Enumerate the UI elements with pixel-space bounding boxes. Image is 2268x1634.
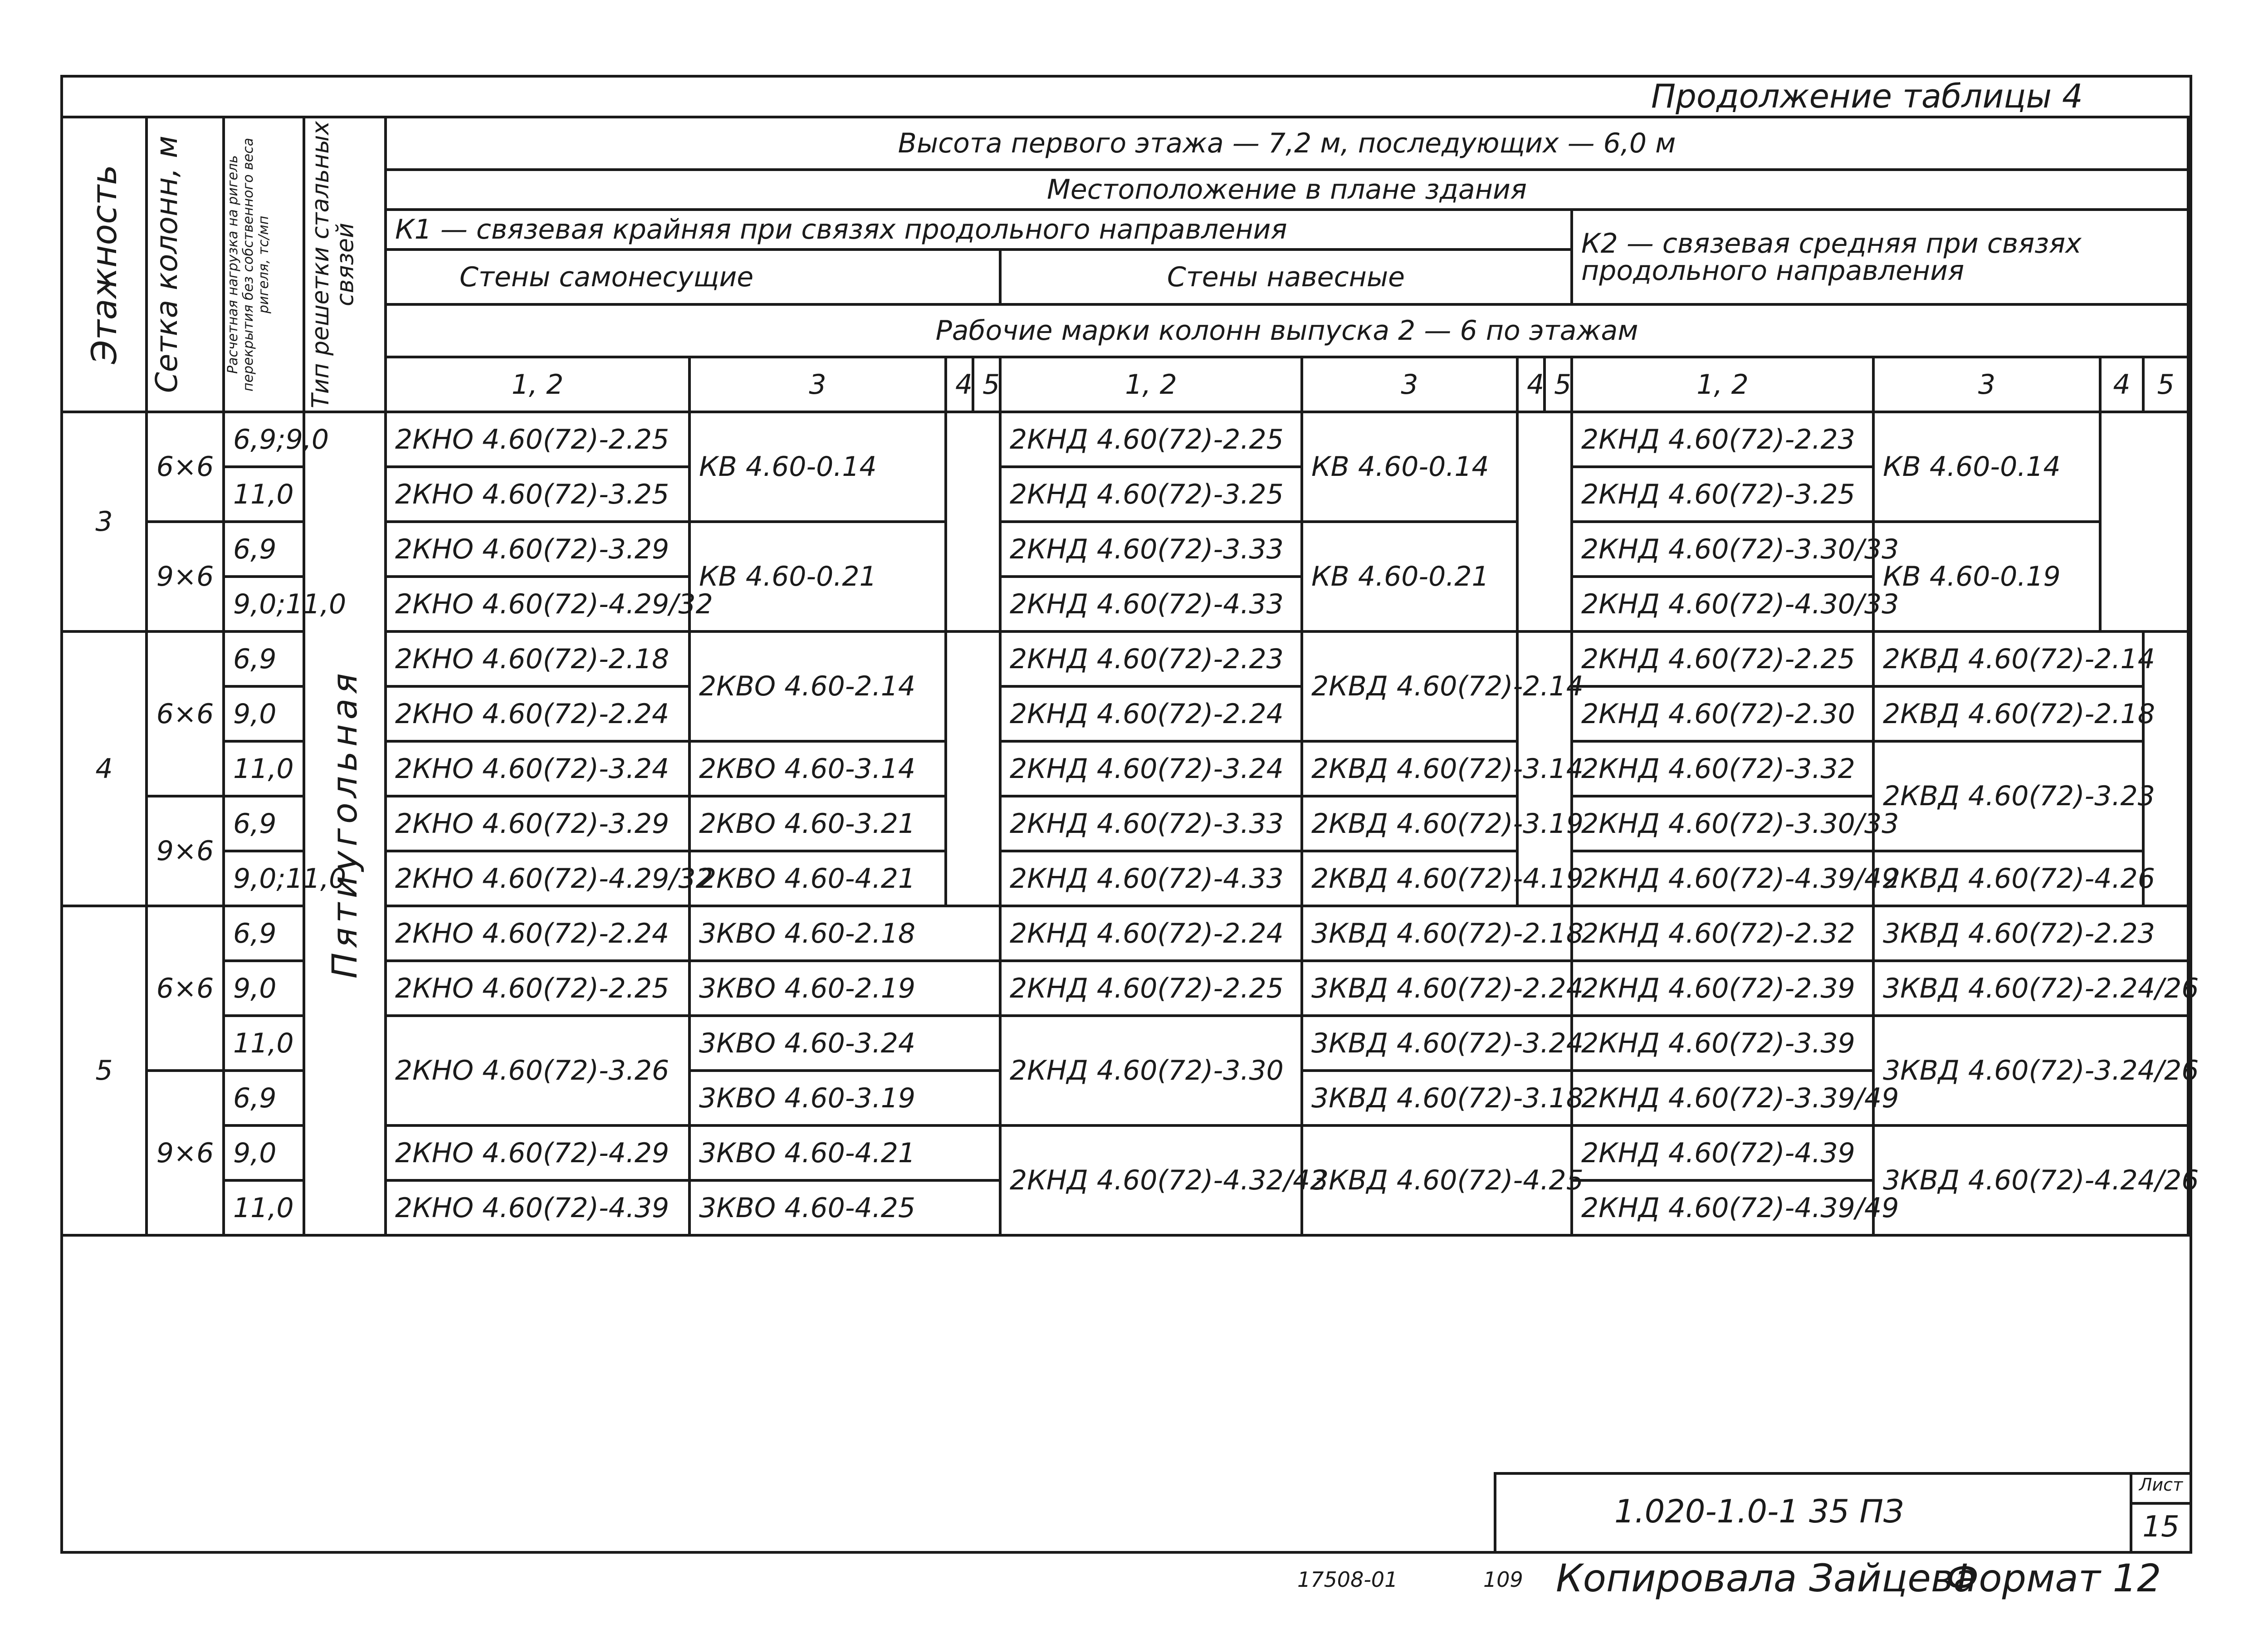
mark-cell: 3КВО 4.60-2.19 [689,961,1000,1016]
mark-cell: 2КНО 4.60(72)-2.24 [386,686,689,741]
mark-cell: 3КВД 4.60(72)-3.24 [1302,1016,1572,1071]
mark-cell: КВ 4.60-0.21 [689,522,946,631]
mark-cell: 3КВД 4.60(72)-4.24/26 [1873,1125,2188,1235]
floor-header: 4 [1517,357,1545,412]
load-cell: 6,9 [224,1071,304,1125]
mark-cell: 2КНД 4.60(72)-3.25 [1000,467,1302,522]
inventory-number: 17508-01 [1297,1567,1398,1592]
copied-by: Копировала Зайцева [1556,1556,1977,1600]
mark-cell: 3КВО 4.60-4.25 [689,1180,1000,1235]
mark-cell: 2КВД 4.60(72)-4.19 [1302,851,1517,906]
header-grid: Сетка колонн, м [147,117,224,412]
mark-cell: КВ 4.60-0.19 [1873,522,2100,631]
grid-cell: 6×6 [147,906,224,1071]
mark-cell: 2КНО 4.60(72)-2.18 [386,631,689,686]
drawing-frame [60,75,2192,1554]
mark-cell: 3КВД 4.60(72)-4.25 [1302,1125,1572,1235]
mark-cell: 3КВО 4.60-2.18 [689,906,1000,961]
mark-cell: 2КНО 4.60(72)-3.25 [386,467,689,522]
mark-cell: 2КНО 4.60(72)-3.24 [386,741,689,796]
mark-cell: 2КНД 4.60(72)-2.25 [1000,412,1302,467]
mark-cell: 3КВО 4.60-3.24 [689,1016,1000,1071]
mark-cell: КВ 4.60-0.14 [1873,412,2100,522]
load-cell: 9,0 [224,1125,304,1180]
mark-cell: 2КВД 4.60(72)-2.14 [1873,631,2143,686]
mark-cell: 2КНД 4.60(72)-3.39 [1572,1016,1873,1071]
sheet-box [2130,1475,2190,1551]
paper-format: Формат 12 [1946,1556,2161,1600]
mark-cell: 2КВД 4.60(72)-3.23 [1873,741,2143,851]
grid-cell: 9×6 [147,1071,224,1235]
load-cell: 11,0 [224,741,304,796]
mark-cell: 2КНО 4.60(72)-3.29 [386,796,689,851]
mark-cell: 2КВО 4.60-4.21 [689,851,946,906]
mark-cell: 2КНД 4.60(72)-4.30/33 [1572,577,1873,631]
mark-cell: 3КВД 4.60(72)-2.23 [1873,906,2188,961]
mark-cell: 2КНО 4.60(72)-4.29 [386,1125,689,1180]
header-heights: Высота первого этажа — 7,2 м, последующих — 6,0 м [386,117,2188,170]
mark-cell: 2КНД 4.60(72)-3.33 [1000,522,1302,577]
mark-cell: 2КВД 4.60(72)-3.14 [1302,741,1517,796]
mark-cell: 2КВД 4.60(72)-2.14 [1302,631,1517,741]
mark-cell: КВ 4.60-0.14 [689,412,946,522]
load-cell: 6,9 [224,796,304,851]
floor-header: 1, 2 [1572,357,1873,412]
mark-cell: 2КНД 4.60(72)-2.30 [1572,686,1873,741]
mark-cell: 2КВО 4.60-2.14 [689,631,946,741]
floor-header: 4 [946,357,973,412]
header-marks: Рабочие марки колонн выпуска 2 — 6 по этажам [386,304,2188,357]
floor-header: 3 [689,357,946,412]
mark-cell: 2КНД 4.60(72)-4.39/49 [1572,851,1873,906]
floor-header: 1, 2 [386,357,689,412]
mark-cell: 2КНД 4.60(72)-3.24 [1000,741,1302,796]
grid-cell: 9×6 [147,796,224,906]
mark-cell: 2КНД 4.60(72)-3.39/49 [1572,1071,1873,1125]
mark-cell: 2КНД 4.60(72)-3.32 [1572,741,1873,796]
mark-cell: 3КВД 4.60(72)-2.18 [1302,906,1572,961]
sheet-label: Лист [2132,1475,2190,1505]
grid-cell: 6×6 [147,412,224,522]
mark-cell: 2КНД 4.60(72)-2.32 [1572,906,1873,961]
document-code: 1.020-1.0-1 35 ПЗ [1614,1493,1904,1530]
header-k2: К2 — связевая средняя при связях продольного направления [1572,210,2188,304]
mark-cell: 2КНО 4.60(72)-3.26 [386,1016,689,1125]
load-cell: 11,0 [224,1016,304,1071]
header-load: Расчетная нагрузка на ригель перекрытия без собственного веса ригеля, тс/мп [224,117,304,412]
mark-cell: 2КНД 4.60(72)-4.39 [1572,1125,1873,1180]
mark-cell: 2КНД 4.60(72)-2.23 [1000,631,1302,686]
header-walls-hung: Стены навесные [1000,250,1572,304]
load-cell: 9,0;11,0 [224,577,304,631]
header-location: Местоположение в плане здания [386,170,2188,210]
load-cell: 6,9 [224,522,304,577]
mark-cell: КВ 4.60-0.14 [1302,412,1517,522]
floor-header: 5 [2143,357,2188,412]
floor-header: 5 [973,357,1000,412]
mark-cell: 2КВО 4.60-3.21 [689,796,946,851]
header-storeys: Этажность [62,117,147,412]
grid-cell: 6×6 [147,631,224,796]
title-block [1494,1472,2192,1554]
mark-cell: 3КВД 4.60(72)-3.18 [1302,1071,1572,1125]
floor-header: 1, 2 [1000,357,1302,412]
header-k1: К1 — связевая крайняя при связях продольного направления [386,210,1572,250]
mark-cell: 2КНО 4.60(72)-4.29/32 [386,851,689,906]
mark-cell: 2КНД 4.60(72)-4.33 [1000,577,1302,631]
mark-cell: 3КВО 4.60-4.21 [689,1125,1000,1180]
mark-cell: 2КНД 4.60(72)-4.32/42 [1000,1125,1302,1235]
mark-cell: 2КНО 4.60(72)-4.39 [386,1180,689,1235]
mark-cell: 2КНД 4.60(72)-3.30/33 [1572,522,1873,577]
mark-cell: 2КНД 4.60(72)-2.24 [1000,906,1302,961]
floor-header: 5 [1545,357,1572,412]
floor-header: 3 [1302,357,1517,412]
mark-cell: 2КНД 4.60(72)-3.30/33 [1572,796,1873,851]
mark-cell: 2КНО 4.60(72)-4.29/32 [386,577,689,631]
load-cell: 6,9 [224,631,304,686]
storey-cell: 3 [62,412,147,631]
storey-cell: 5 [62,906,147,1235]
mark-cell: 2КНД 4.60(72)-3.33 [1000,796,1302,851]
mark-cell: 2КНО 4.60(72)-2.24 [386,906,689,961]
mark-cell: 3КВД 4.60(72)-2.24 [1302,961,1572,1016]
mark-cell: 2КНД 4.60(72)-4.39/49 [1572,1180,1873,1235]
mark-cell: 2КВД 4.60(72)-4.26 [1873,851,2143,906]
storey-cell: 4 [62,631,147,906]
mark-cell: 2КВД 4.60(72)-3.19 [1302,796,1517,851]
load-cell: 6,9;9,0 [224,412,304,467]
load-cell: 9,0 [224,961,304,1016]
mark-cell: 2КНО 4.60(72)-3.29 [386,522,689,577]
mark-cell: 2КНО 4.60(72)-2.25 [386,961,689,1016]
table-continuation-caption: Продолжение таблицы 4 [1651,77,2083,115]
bracing-type-cell: Пятиугольная [304,412,386,1235]
mark-cell: 2КВД 4.60(72)-2.18 [1873,686,2143,741]
mark-cell: 2КНД 4.60(72)-2.25 [1000,961,1302,1016]
mark-cell: 2КНО 4.60(72)-2.25 [386,412,689,467]
floor-header: 4 [2100,357,2143,412]
load-cell: 11,0 [224,467,304,522]
grid-cell: 9×6 [147,522,224,631]
mark-cell: 2КНД 4.60(72)-2.25 [1572,631,1873,686]
mark-cell: 2КНД 4.60(72)-3.30 [1000,1016,1302,1125]
mark-cell: КВ 4.60-0.21 [1302,522,1517,631]
mark-cell: 2КНД 4.60(72)-4.33 [1000,851,1302,906]
copy-number: 109 [1483,1567,1523,1592]
floor-header: 3 [1873,357,2100,412]
mark-cell: 2КВО 4.60-3.14 [689,741,946,796]
load-cell: 6,9 [224,906,304,961]
mark-cell: 2КНД 4.60(72)-2.23 [1572,412,1873,467]
mark-cell: 2КНД 4.60(72)-2.39 [1572,961,1873,1016]
load-cell: 9,0;11,0 [224,851,304,906]
mark-cell: 3КВО 4.60-3.19 [689,1071,1000,1125]
mark-cell: 2КНД 4.60(72)-2.24 [1000,686,1302,741]
header-walls-self: Стены самонесущие [386,250,1000,304]
load-cell: 9,0 [224,686,304,741]
header-bracing-type: Тип решетки стальных связей [304,117,386,412]
mark-cell: 3КВД 4.60(72)-3.24/26 [1873,1016,2188,1125]
mark-cell: 2КНД 4.60(72)-3.25 [1572,467,1873,522]
sheet-number: 15 [2142,1510,2180,1544]
load-cell: 11,0 [224,1180,304,1235]
mark-cell: 3КВД 4.60(72)-2.24/26 [1873,961,2188,1016]
